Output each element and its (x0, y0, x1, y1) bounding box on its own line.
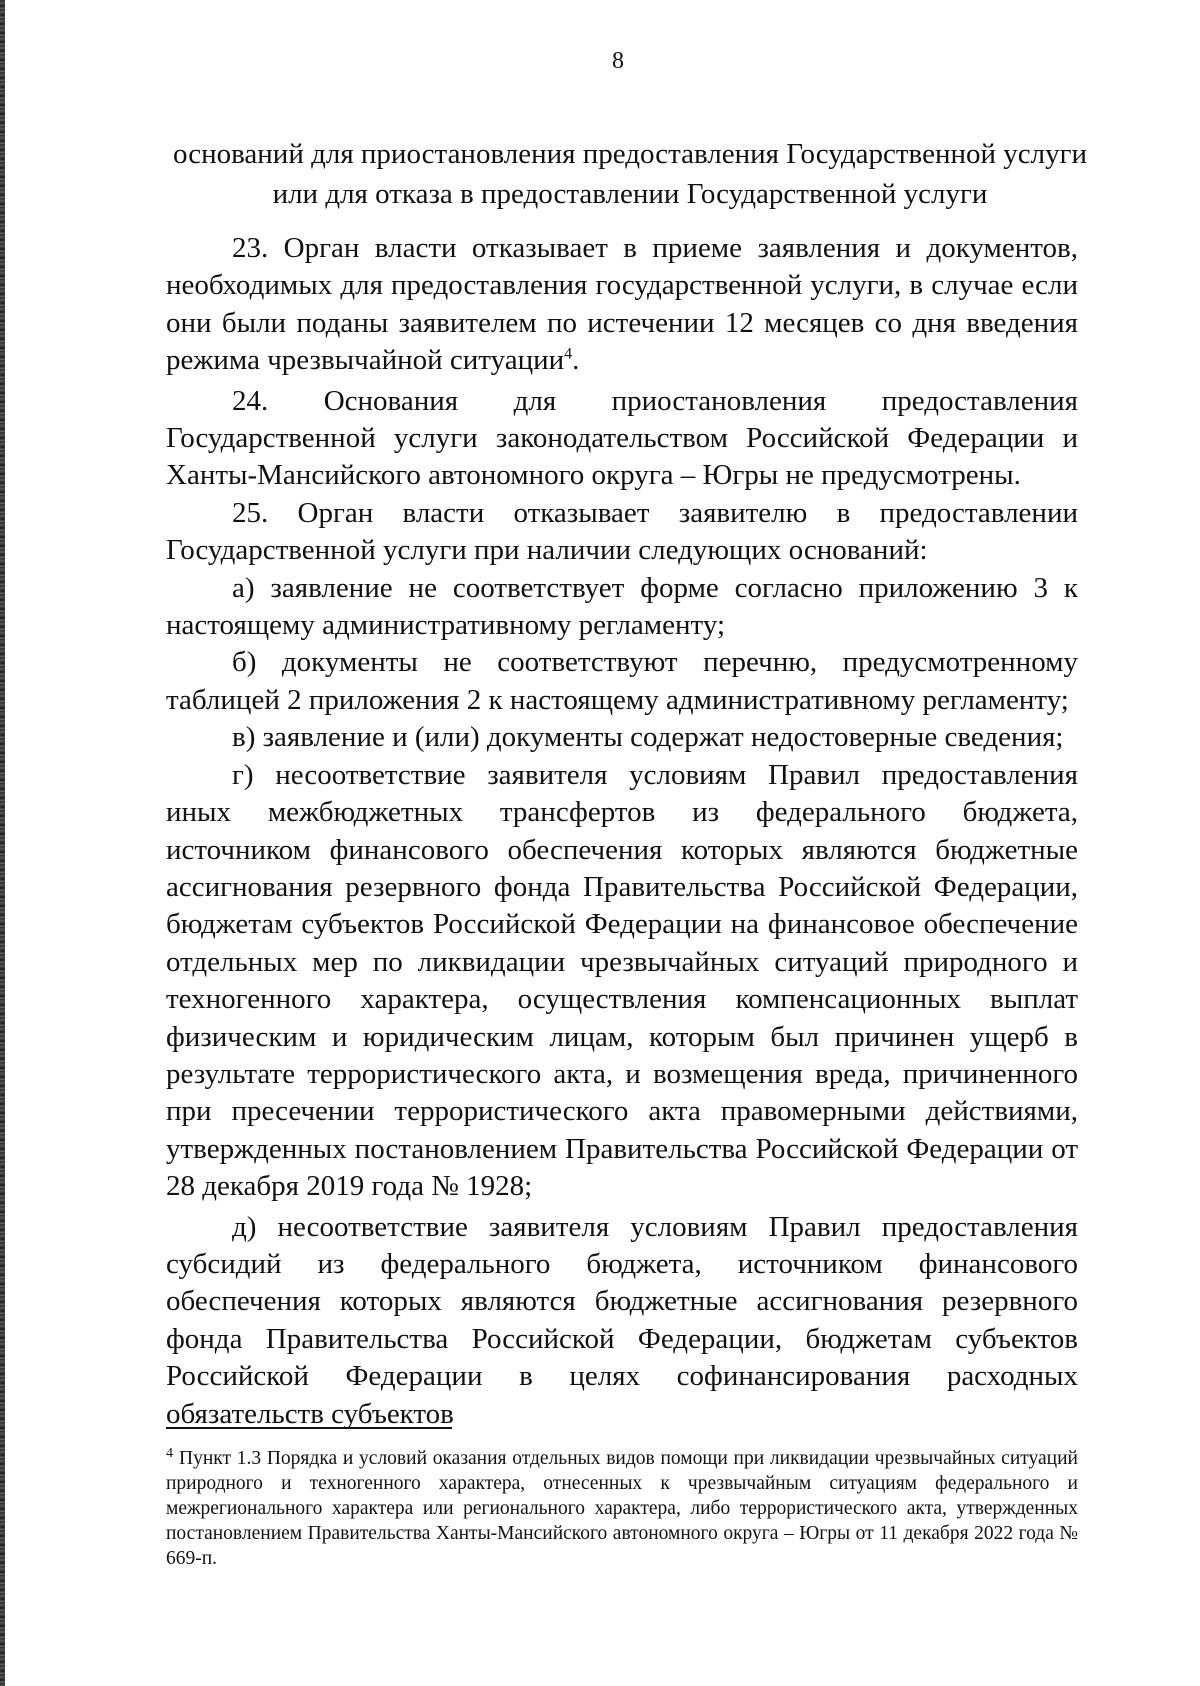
footnote (166, 1446, 1078, 1571)
paragraph-23 (166, 230, 1078, 380)
list-item-g: г) несоответствие заявителя условиям Правил предоставления иных межбюджетных трансфертов из федерального бюджета, источником финансового обеспечения которых являются бюджетные ассигнования резервного фонда Правительства Российской Федерации, бюджетам субъектов Российской Федерации на финансовое обеспечение отдельных мер по ликвидации чрезвычайных ситуаций природного и техногенного характера, осуществления компенсационных выплат физическим и юридическим лицам, которым был причинен ущерб в результате террористического акта, и возмещения вреда, причиненного при пресечении террористического акта правомерными действиями, утвержденных постановлением Правительства Российской Федерации от 28 декабря 2019 года № 1928; (166, 758, 1078, 1203)
footnote-divider (166, 1427, 452, 1429)
page-number: 8 (612, 48, 624, 74)
paragraph-23-end: . (572, 344, 580, 377)
list-item-d: д) несоответствие заявителя условиям Правил предоставления субсидий из федерального бюджета, источником финансового обеспечения которых являются бюджетные ассигнования резервного фонда Правительства Российской Федерации, бюджетам субъектов Российской Федерации в целях софинансирования расходных обязательств субъектов (166, 1210, 1078, 1430)
footnote-mark: 4 (166, 1445, 173, 1461)
list-item-a: а) заявление не соответствует форме согласно приложению 3 к настоящему административному регламенту; (166, 571, 1078, 642)
footnote-text: Пункт 1.3 Порядка и условий оказания отдельных видов помощи при ликвидации чрезвычайных ситуаций природного и техногенного характера, отнесенных к чрезвычайным ситуациям федерального и межрегионального характера или регионального характера, либо террористического акта, утвержденных постановлением Правительства Ханты-Мансийского автономного округа – Югры от 11 декабря 2022 года № 669-п. (166, 1448, 1078, 1569)
section-heading-line-2: или для отказа в предоставлении Государственной услуги (272, 178, 988, 210)
list-item-b: б) документы не соответствуют перечню, предусмотренному таблицей 2 приложения 2 к настоящему административному регламенту; (166, 646, 1078, 716)
footnote-reference: 4 (564, 345, 573, 363)
document-body (166, 230, 1078, 1433)
paragraph-23-text: 23. Орган власти отказывает в приеме заявления и документов, необходимых для предоставления государственной услуги, в случае если они были поданы заявителем по истечении 12 месяцев со дня введения режима чрезвычайной ситуации (166, 232, 1078, 377)
paragraph-24: 24. Основания для приостановления предоставления Государственной услуги законодательством Российской Федерации и Ханты-Мансийского автономного округа – Югры не предусмотрены. (166, 384, 1078, 492)
list-item-v: в) заявление и (или) документы содержат недостоверные сведения; (232, 721, 1064, 754)
section-heading (170, 134, 1090, 214)
scan-edge (0, 0, 5, 1686)
section-heading-line-1: оснований для приостановления предоставления Государственной услуги (172, 138, 1088, 170)
paragraph-25: 25. Орган власти отказывает заявителю в предоставлении Государственной услуги при наличии следующих оснований: (166, 496, 1078, 567)
